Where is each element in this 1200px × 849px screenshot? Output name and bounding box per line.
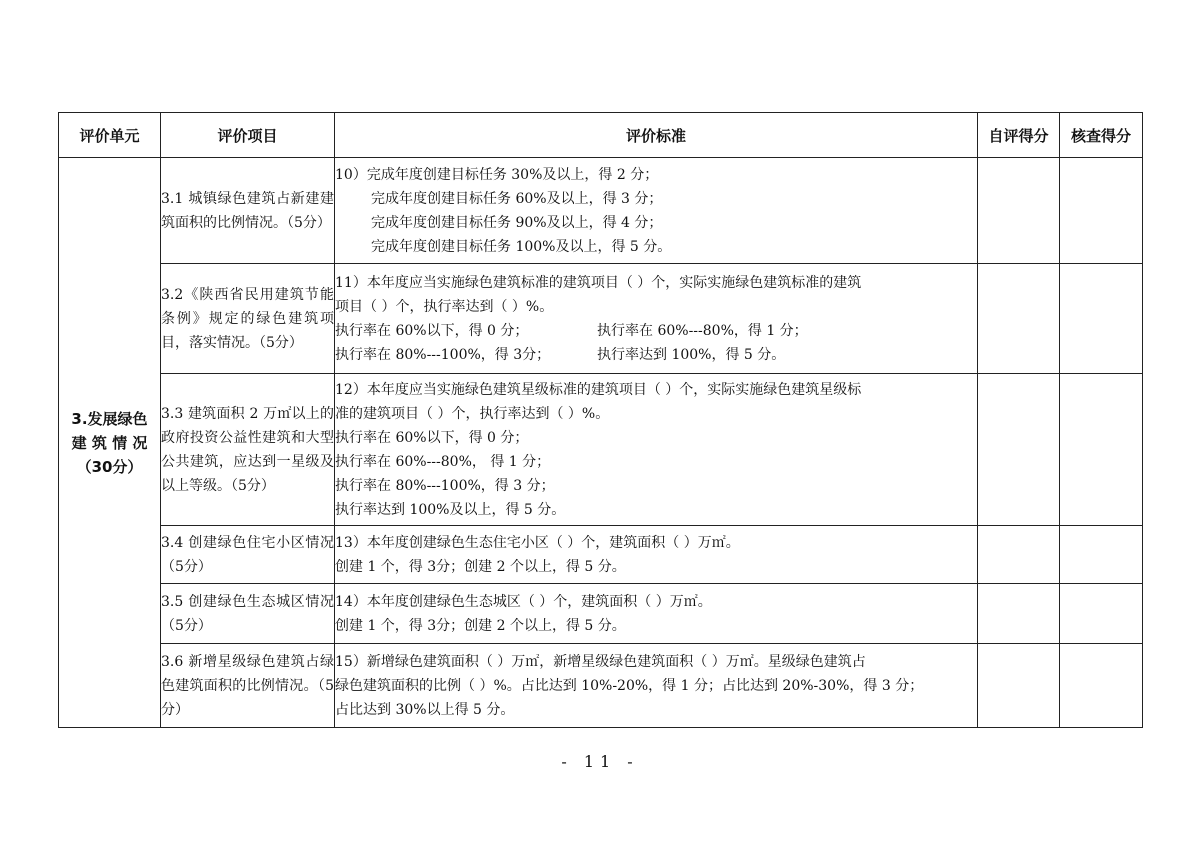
criteria-line: 执行率在 60%以下，得 0 分； — [335, 429, 529, 446]
check-score-cell[interactable] — [1060, 526, 1143, 584]
eval-item: 3.3 建筑面积 2 万㎡以上的政府投资公益性建筑和大型公共建筑，应达到一星级及以上等级。（5分） — [161, 374, 335, 526]
check-score-cell[interactable] — [1060, 374, 1143, 526]
criteria-line: 15）新增绿色建筑面积（ ）万㎡，新增星级绿色建筑面积（ ）万㎡。星级绿色建筑占 — [335, 653, 866, 670]
table-row — [59, 584, 1143, 644]
eval-criteria — [335, 584, 978, 644]
eval-criteria — [335, 526, 978, 584]
self-score-cell[interactable] — [978, 158, 1060, 264]
eval-unit-line: 3.发展绿色 — [71, 409, 148, 428]
check-score-cell[interactable] — [1060, 158, 1143, 264]
eval-criteria — [335, 374, 978, 526]
header-eval-item: 评价项目 — [161, 113, 335, 158]
criteria-line: 项目（ ）个，执行率达到（ ）%。 — [335, 298, 554, 315]
self-score-cell[interactable] — [978, 526, 1060, 584]
criteria-line: 完成年度创建目标任务 60%及以上，得 3 分； — [371, 190, 663, 207]
self-score-cell[interactable] — [978, 264, 1060, 374]
criteria-line: 13）本年度创建绿色生态住宅小区（ ）个，建筑面积（ ）万㎡。 — [335, 534, 740, 551]
header-self-score: 自评得分 — [978, 113, 1060, 158]
criteria-line: 绿色建筑面积的比例（ ）%。占比达到 10%-20%，得 1 分；占比达到 20%-30%，得 3 分； — [335, 677, 924, 694]
eval-item: 3.6 新增星级绿色建筑占绿色建筑面积的比例情况。（5分） — [161, 644, 335, 728]
eval-unit-line: （30分） — [76, 457, 143, 476]
criteria-line: 11）本年度应当实施绿色建筑标准的建筑项目（ ）个，实际实施绿色建筑标准的建筑 — [335, 274, 862, 291]
check-score-cell[interactable] — [1060, 264, 1143, 374]
eval-item: 3.2《陕西省民用建筑节能条例》规定的绿色建筑项目，落实情况。（5分） — [161, 264, 335, 374]
self-score-cell[interactable] — [978, 644, 1060, 728]
criteria-line: 14）本年度创建绿色生态城区（ ）个，建筑面积（ ）万㎡。 — [335, 593, 712, 610]
table-row — [59, 644, 1143, 728]
self-score-cell[interactable] — [978, 374, 1060, 526]
table-row — [59, 158, 1143, 264]
criteria-line: 占比达到 30%以上得 5 分。 — [335, 701, 515, 718]
criteria-line: 执行率在 80%---100%，得 3 分； — [335, 477, 555, 494]
table-row — [59, 526, 1143, 584]
criteria-line: 执行率在 60%以下，得 0 分； — [335, 322, 529, 339]
criteria-line: 创建 1 个，得 3分；创建 2 个以上，得 5 分。 — [335, 558, 626, 575]
table-row — [59, 374, 1143, 526]
check-score-cell[interactable] — [1060, 584, 1143, 644]
header-check-score: 核查得分 — [1060, 113, 1143, 158]
eval-unit-cell — [59, 158, 161, 728]
criteria-line: 创建 1 个，得 3分；创建 2 个以上，得 5 分。 — [335, 617, 626, 634]
criteria-grid-row — [335, 343, 977, 367]
page-number: - 11 - — [561, 752, 639, 771]
eval-item: 3.1 城镇绿色建筑占新建建筑面积的比例情况。（5分） — [161, 158, 335, 264]
criteria-line: 完成年度创建目标任务 90%及以上，得 4 分； — [371, 214, 663, 231]
table-row — [59, 264, 1143, 374]
criteria-line: 执行率在 80%---100%，得 3分； — [335, 346, 551, 363]
header-eval-criteria: 评价标准 — [335, 113, 978, 158]
eval-unit-line: 建 筑 情 况 — [71, 433, 148, 452]
evaluation-table — [58, 112, 1143, 728]
header-eval-unit: 评价单元 — [59, 113, 161, 158]
criteria-line: 准的建筑项目（ ）个，执行率达到（ ）%。 — [335, 405, 610, 422]
criteria-line: 10）完成年度创建目标任务 30%及以上，得 2 分； — [335, 166, 659, 183]
self-score-cell[interactable] — [978, 584, 1060, 644]
eval-item: 3.5 创建绿色生态城区情况（5分） — [161, 584, 335, 644]
criteria-line: 完成年度创建目标任务 100%及以上，得 5 分。 — [371, 238, 672, 255]
criteria-grid-row — [335, 319, 977, 343]
eval-criteria — [335, 644, 978, 728]
check-score-cell[interactable] — [1060, 644, 1143, 728]
eval-criteria — [335, 158, 978, 264]
criteria-line: 执行率在 60%---80%，得 1 分； — [597, 322, 808, 339]
criteria-line: 执行率在 60%---80%， 得 1 分； — [335, 453, 551, 470]
criteria-line: 12）本年度应当实施绿色建筑星级标准的建筑项目（ ）个，实际实施绿色建筑星级标 — [335, 381, 862, 398]
header-row — [59, 113, 1143, 158]
eval-criteria — [335, 264, 978, 374]
criteria-line: 执行率达到 100%，得 5 分。 — [597, 346, 786, 363]
eval-item: 3.4 创建绿色住宅小区情况（5分） — [161, 526, 335, 584]
criteria-line: 执行率达到 100%及以上，得 5 分。 — [335, 501, 566, 518]
